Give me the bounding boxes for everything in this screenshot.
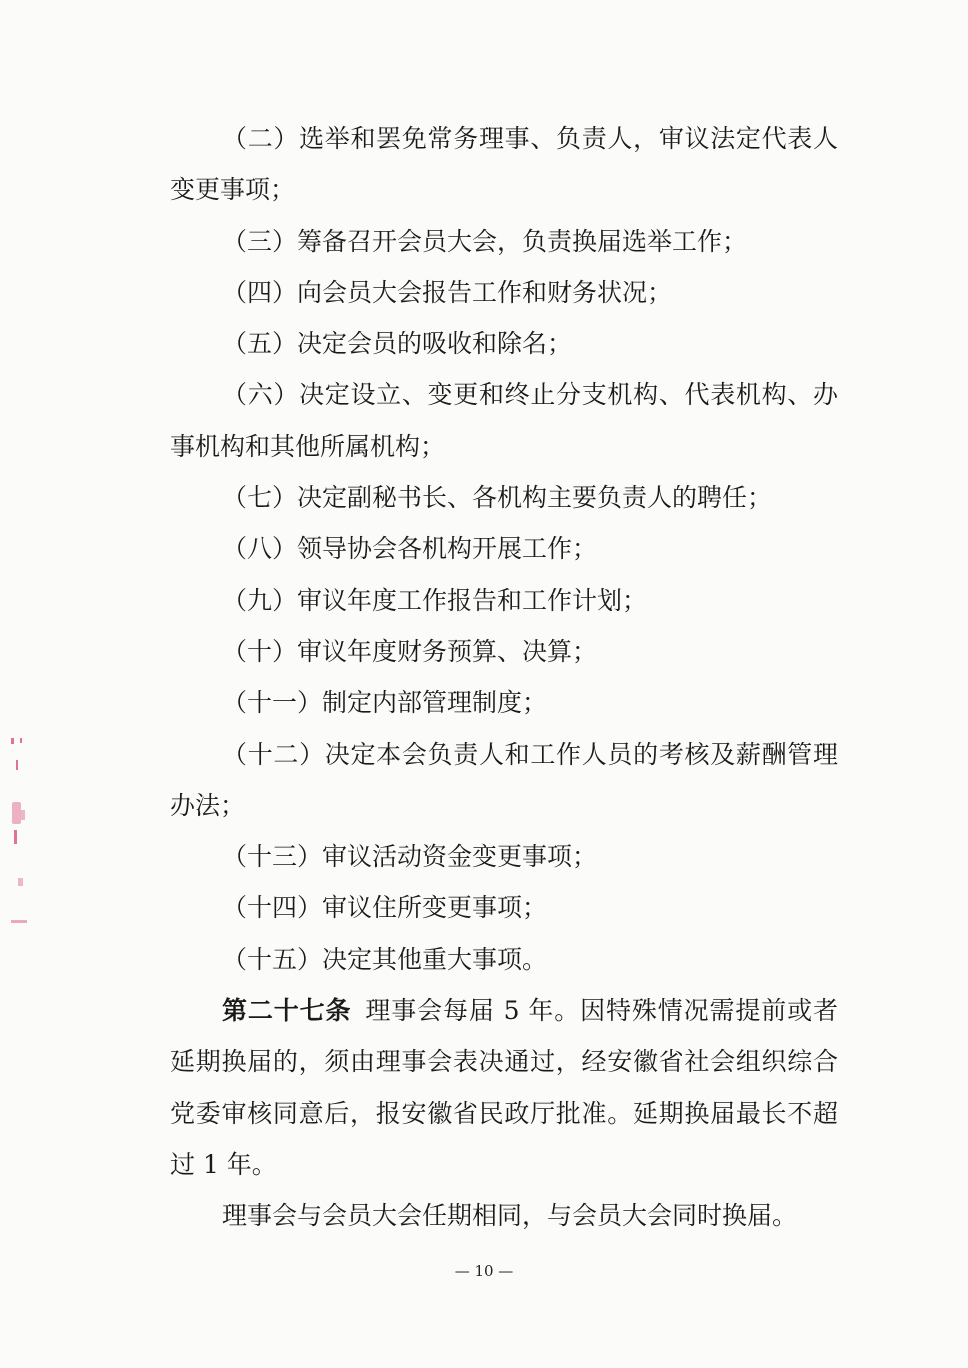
binding-stamp-marks <box>8 730 30 930</box>
stamp-mark <box>12 802 21 824</box>
list-item-13: （十三）审议活动资金变更事项； <box>222 842 598 872</box>
stamp-mark <box>11 738 14 744</box>
list-item-15: （十五）决定其他重大事项。 <box>222 944 548 974</box>
list-item-5: （五）决定会员的吸收和除名； <box>222 329 573 359</box>
list-item-14: （十四）审议住所变更事项； <box>222 893 548 923</box>
list-item-3: （三）筹备召开会员大会，负责换届选举工作； <box>222 226 748 256</box>
article-27-paragraph-2: 理事会与会员大会任期相同，与会员大会同时换届。 <box>222 1201 798 1231</box>
stamp-mark <box>14 830 17 844</box>
article-first-text: 理事会每届 5 年。因特殊情况需提前或者 <box>365 996 838 1026</box>
stamp-mark <box>16 760 18 770</box>
list-item-2-line-2: 变更事项； <box>170 175 296 205</box>
list-item-8: （八）领导协会各机构开展工作； <box>222 534 598 564</box>
list-item-6-line-2: 事机构和其他所属机构； <box>170 431 446 461</box>
list-item-12-line-1: （十二）决定本会负责人和工作人员的考核及薪酬管理 <box>222 739 838 769</box>
list-item-2-line-1: （二）选举和罢免常务理事、负责人，审议法定代表人 <box>222 124 838 153</box>
list-item-10: （十）审议年度财务预算、决算； <box>222 636 598 666</box>
list-item-7: （七）决定副秘书长、各机构主要负责人的聘任； <box>222 483 773 513</box>
list-item-12-line-2: 办法； <box>170 790 246 820</box>
list-item-9: （九）审议年度工作报告和工作计划； <box>222 585 648 615</box>
stamp-mark <box>21 810 25 820</box>
page-number: — 10 — <box>454 1262 514 1280</box>
page-body <box>170 113 838 1242</box>
article-27-line-2: 延期换届的，须由理事会表决通过，经安徽省社会组织综合 <box>170 1047 838 1077</box>
list-item-6-line-1: （六）决定设立、变更和终止分支机构、代表机构、办 <box>222 380 838 410</box>
article-27-line-4: 过 1 年。 <box>170 1149 277 1179</box>
article-label: 第二十七条 <box>222 996 352 1026</box>
list-item-4: （四）向会员大会报告工作和财务状况； <box>222 277 673 307</box>
stamp-mark <box>11 920 27 923</box>
list-item-11: （十一）制定内部管理制度； <box>222 688 548 718</box>
article-27-line-3: 党委审核同意后，报安徽省民政厅批准。延期换届最长不超 <box>170 1098 838 1128</box>
article-27-first-line <box>170 985 838 1036</box>
stamp-mark <box>20 738 22 743</box>
stamp-mark <box>18 878 23 886</box>
